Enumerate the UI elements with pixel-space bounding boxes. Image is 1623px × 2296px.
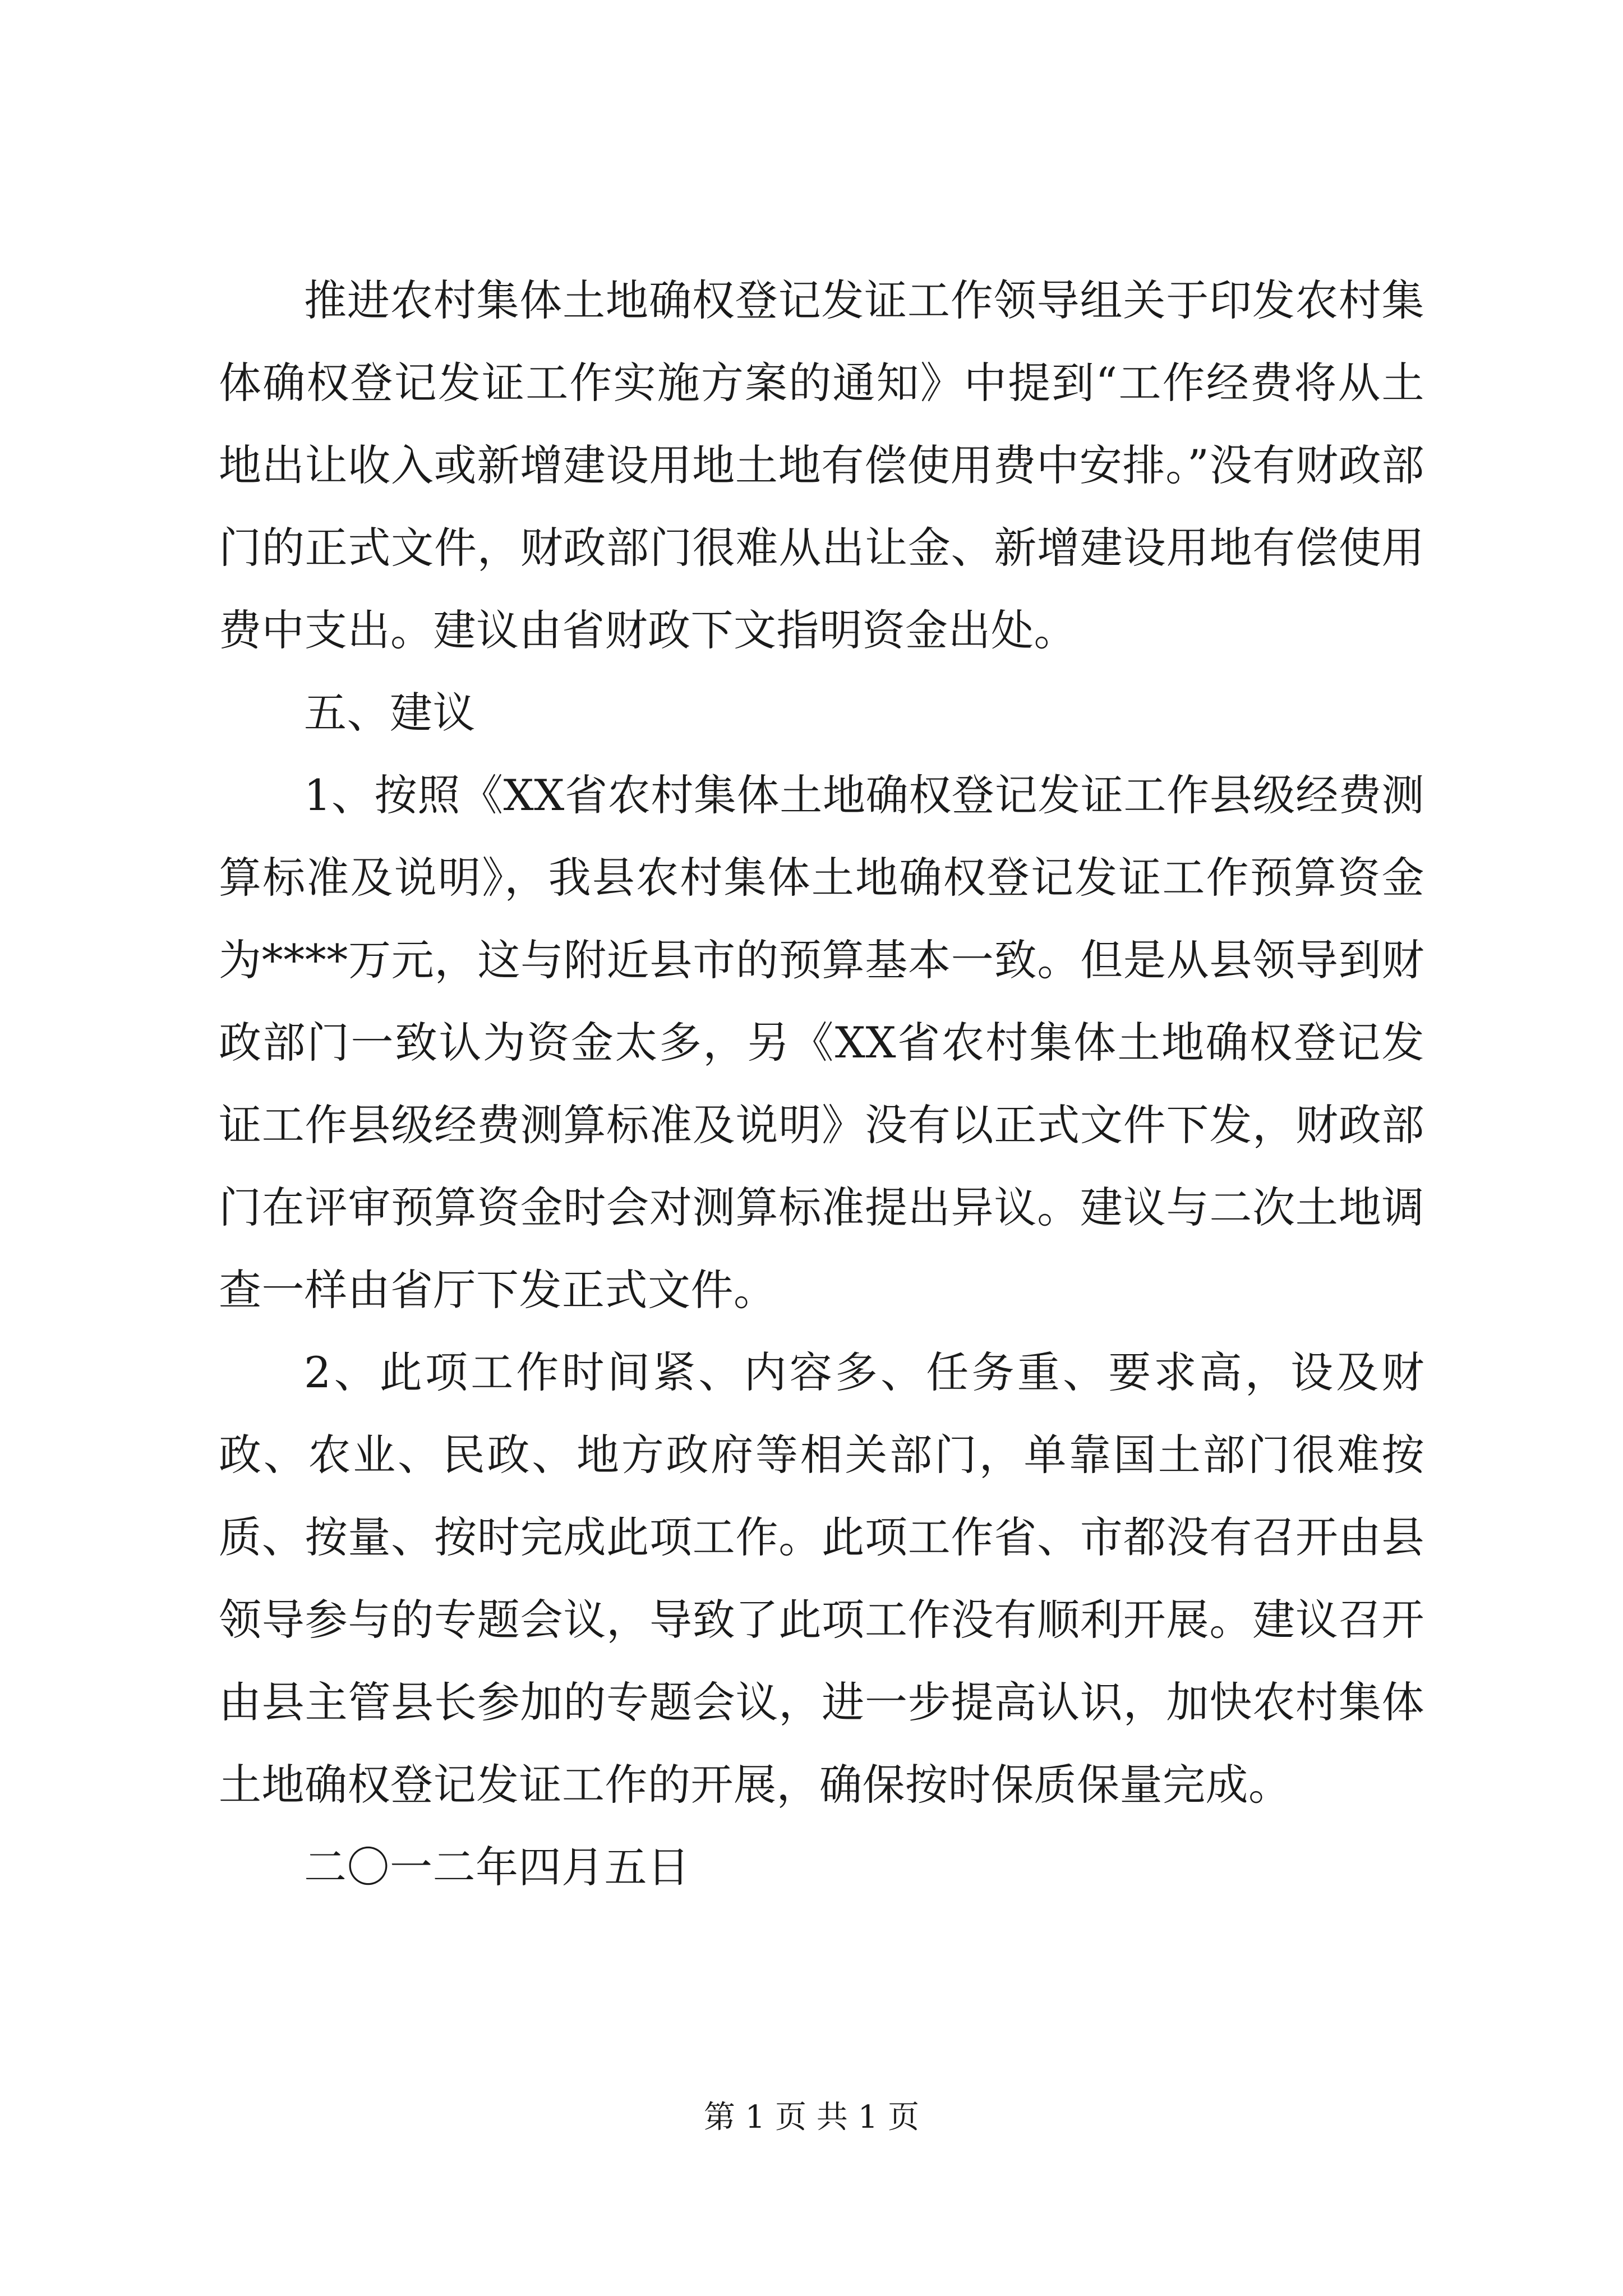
paragraph-suggestion-1: 1、按照《XX省农村集体土地确权登记发证工作县级经费测算标准及说明》，我县农村集体土地确权登记发证工作预算资金为****万元，这与附近县市的预算基本一致。但是从县领导到财政部门一致认为资金太多，另《XX省农村集体土地确权登记发证工作县级经费测算标准及说明》没有以正式文件下发，财政部门在评审预算资金时会对测算标准提出异议。建议与二次土地调查一样由省厅下发正式文件。 (219, 770, 1424, 1315)
document-date: 二〇一二年四月五日 (304, 1842, 690, 1892)
paragraph-suggestion-2: 2、此项工作时间紧、内容多、任务重、要求高，设及财政、农业、民政、地方政府等相关部门，单靠国土部门很难按质、按量、按时完成此项工作。此项工作省、市都没有召开由县领导参与的专题会议，导致了此项工作没有顺利开展。建议召开由县主管县长参加的专题会议，进一步提高认识，加快农村集体土地确权登记发证工作的开展，确保按时保质保量完成。 (219, 1347, 1424, 1810)
paragraph-funding-source: 推进农村集体土地确权登记发证工作领导组关于印发农村集体确权登记发证工作实施方案的通知》中提到“工作经费将从土地出让收入或新增建设用地土地有偿使用费中安排。”没有财政部门的正式文件，财政部门很难从出让金、新增建设用地有偿使用费中支出。建议由省财政下文指明资金出处。 (219, 275, 1424, 655)
section-heading-suggestions: 五、建议 (304, 688, 476, 738)
document-body (219, 259, 1424, 1908)
page-number-footer: 第 1 页 共 1 页 (703, 2099, 920, 2136)
